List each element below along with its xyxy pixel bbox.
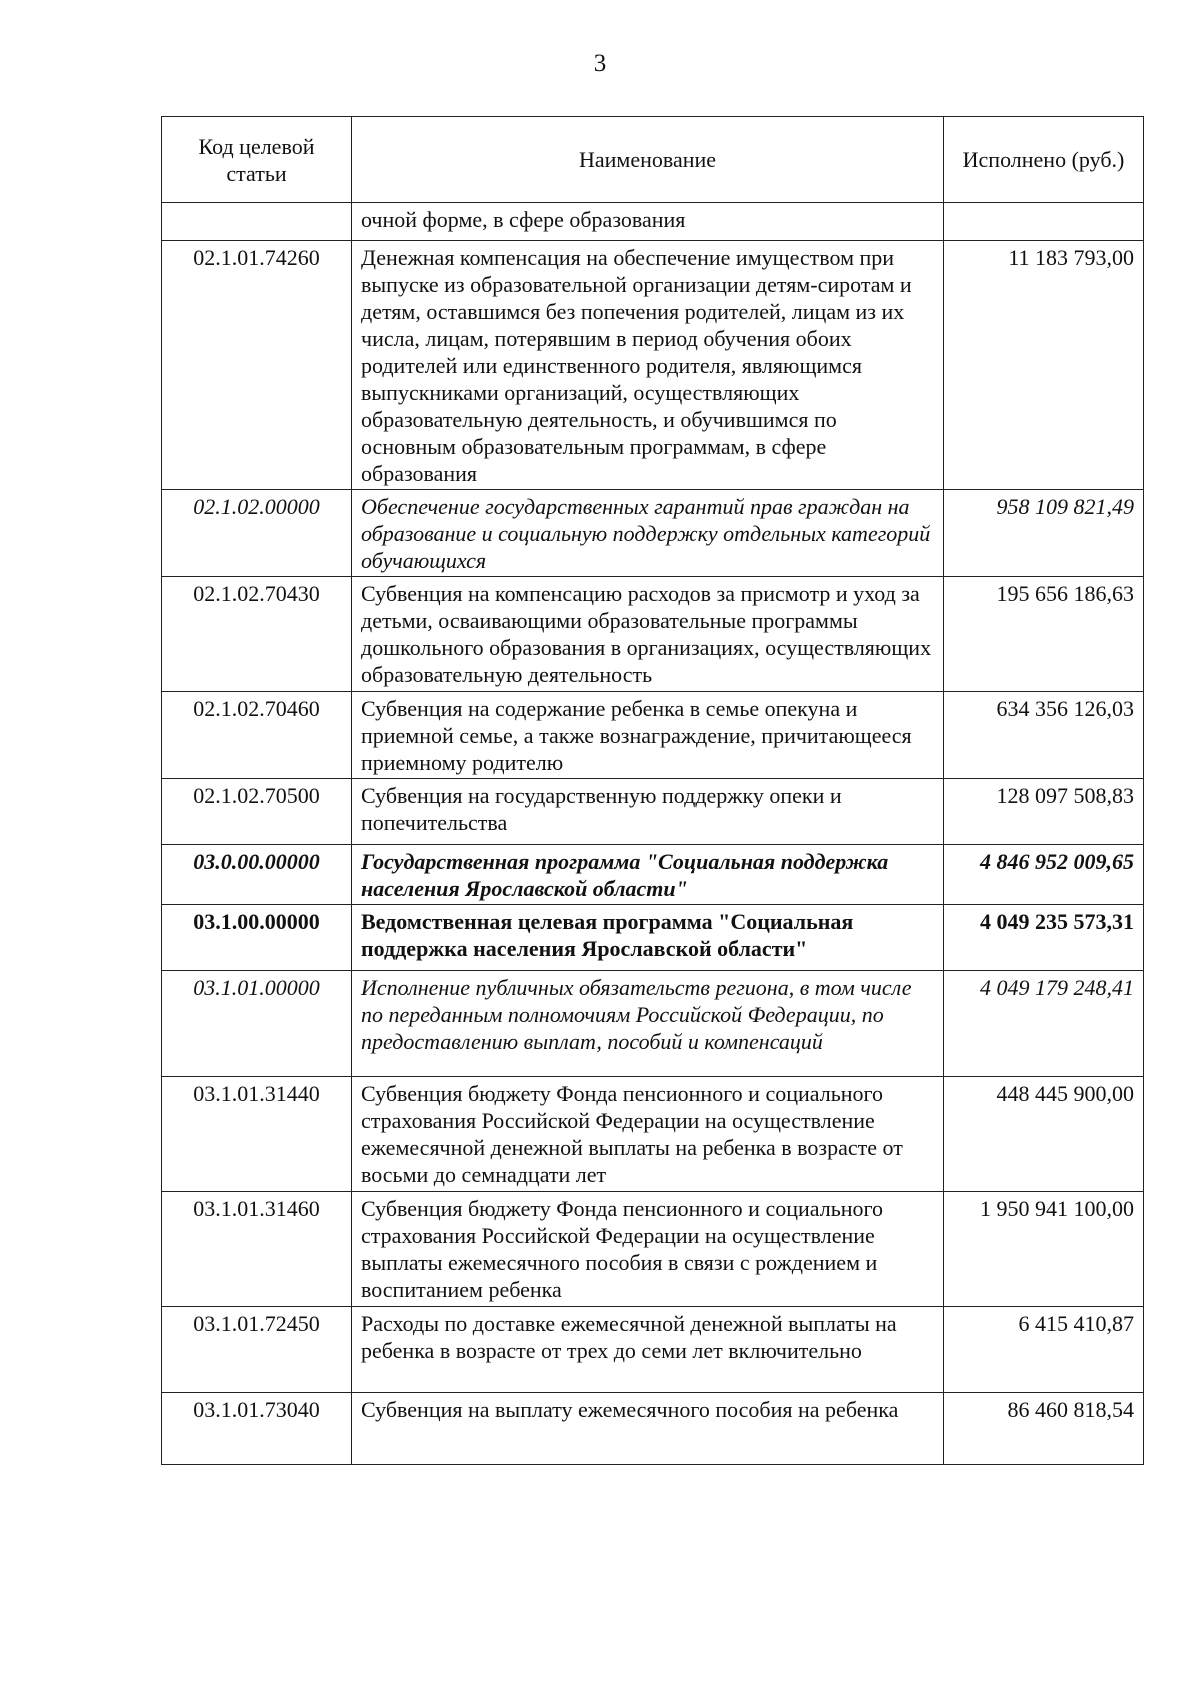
row-name: Государственная программа "Социальная поддержка населения Ярославской области"	[352, 845, 944, 905]
row-code: 02.1.02.70460	[162, 692, 352, 779]
table-row	[162, 203, 1144, 241]
row-amount: 958 109 821,49	[944, 490, 1144, 577]
table-row	[162, 490, 1144, 577]
table-body	[162, 203, 1144, 1465]
row-code	[162, 203, 352, 241]
table-header-row	[162, 117, 1144, 203]
table-row	[162, 1307, 1144, 1393]
row-code: 02.1.02.70500	[162, 779, 352, 845]
row-name: очной форме, в сфере образования	[352, 203, 944, 241]
row-amount: 4 049 235 573,31	[944, 905, 1144, 971]
row-amount: 1 950 941 100,00	[944, 1192, 1144, 1307]
row-amount: 11 183 793,00	[944, 241, 1144, 490]
row-name: Субвенция на содержание ребенка в семье опекуна и приемной семье, а также вознаграждение, причитающееся приемному родителю	[352, 692, 944, 779]
header-amount: Исполнено (руб.)	[944, 117, 1144, 203]
row-name: Денежная компенсация на обеспечение имуществом при выпуске из образовательной организации детям-сиротам и детям, оставшимся без попечения родителей, лицам из их числа, лицам, потерявшим в период обучения обоих родителей или единственного родителя, являющимся выпускниками организаций, осуществляющих образовательную деятельность, и обучившимся по основным образовательным программам, в сфере образования	[352, 241, 944, 490]
row-code: 03.0.00.00000	[162, 845, 352, 905]
page-number: 3	[593, 50, 607, 77]
row-amount: 448 445 900,00	[944, 1077, 1144, 1192]
table-row	[162, 577, 1144, 692]
table-row	[162, 1192, 1144, 1307]
row-code: 03.1.01.31460	[162, 1192, 352, 1307]
row-code: 02.1.02.70430	[162, 577, 352, 692]
row-code: 02.1.01.74260	[162, 241, 352, 490]
table-row	[162, 971, 1144, 1077]
row-name: Ведомственная целевая программа "Социальная поддержка населения Ярославской области"	[352, 905, 944, 971]
row-amount: 4 846 952 009,65	[944, 845, 1144, 905]
row-code: 03.1.01.00000	[162, 971, 352, 1077]
row-code: 03.1.00.00000	[162, 905, 352, 971]
row-name: Исполнение публичных обязательств региона, в том числе по переданным полномочиям Российской Федерации, по предоставлению выплат, пособий и компенсаций	[352, 971, 944, 1077]
table-row	[162, 241, 1144, 490]
row-amount: 4 049 179 248,41	[944, 971, 1144, 1077]
table-row	[162, 779, 1144, 845]
row-amount: 86 460 818,54	[944, 1393, 1144, 1465]
table-row	[162, 1077, 1144, 1192]
row-name: Расходы по доставке ежемесячной денежной выплаты на ребенка в возрасте от трех до семи лет включительно	[352, 1307, 944, 1393]
row-name: Субвенция на компенсацию расходов за присмотр и уход за детьми, осваивающими образовательные программы дошкольного образования в организациях, осуществляющих образовательную деятельность	[352, 577, 944, 692]
row-amount: 6 415 410,87	[944, 1307, 1144, 1393]
row-name: Субвенция на выплату ежемесячного пособия на ребенка	[352, 1393, 944, 1465]
row-code: 03.1.01.31440	[162, 1077, 352, 1192]
table-row	[162, 692, 1144, 779]
table-row	[162, 845, 1144, 905]
header-name: Наименование	[352, 117, 944, 203]
row-name: Субвенция бюджету Фонда пенсионного и социального страхования Российской Федерации на осуществление выплаты ежемесячного пособия в связи с рождением и воспитанием ребенка	[352, 1192, 944, 1307]
row-code: 02.1.02.00000	[162, 490, 352, 577]
table-row	[162, 905, 1144, 971]
table-row	[162, 1393, 1144, 1465]
row-amount: 195 656 186,63	[944, 577, 1144, 692]
row-name: Субвенция бюджету Фонда пенсионного и социального страхования Российской Федерации на осуществление ежемесячной денежной выплаты на ребенка в возрасте от восьми до семнадцати лет	[352, 1077, 944, 1192]
budget-table	[161, 116, 1144, 1465]
row-code: 03.1.01.73040	[162, 1393, 352, 1465]
row-amount: 128 097 508,83	[944, 779, 1144, 845]
row-name: Обеспечение государственных гарантий прав граждан на образование и социальную поддержку отдельных категорий обучающихся	[352, 490, 944, 577]
header-code: Код целевой статьи	[162, 117, 352, 203]
row-amount	[944, 203, 1144, 241]
row-amount: 634 356 126,03	[944, 692, 1144, 779]
row-code: 03.1.01.72450	[162, 1307, 352, 1393]
row-name: Субвенция на государственную поддержку опеки и попечительства	[352, 779, 944, 845]
